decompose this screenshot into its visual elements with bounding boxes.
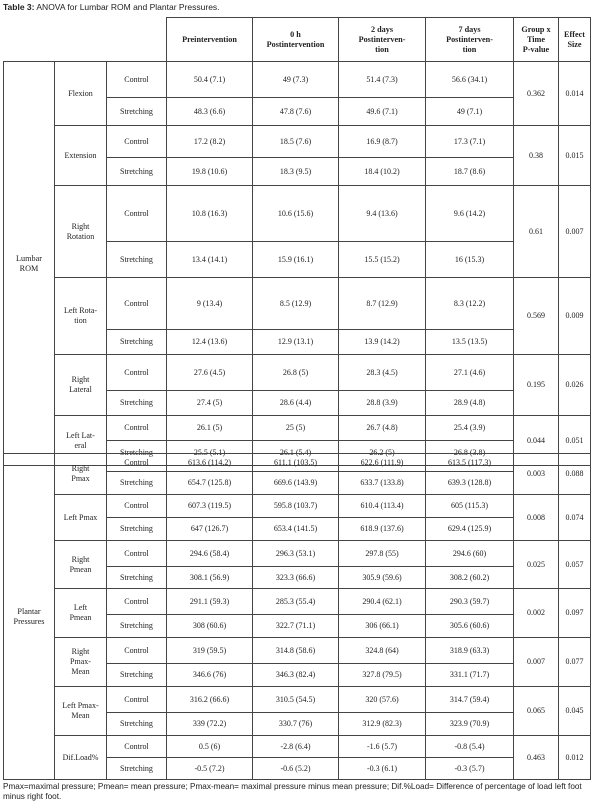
value-cell: 314.8 (58.6) — [253, 638, 339, 664]
table-row — [4, 736, 591, 758]
value-cell: 56.6 (34.1) — [426, 62, 514, 98]
value-cell: 26.8 (5) — [253, 355, 339, 391]
condition-label: Control — [107, 454, 167, 472]
p-value-cell: 0.008 — [514, 495, 559, 541]
header-row — [4, 18, 591, 62]
value-cell: 26.1 (5.4) — [253, 441, 339, 466]
value-cell: 319 (59.5) — [167, 638, 253, 664]
measure-label: Left Pmean — [55, 589, 107, 638]
value-cell: 327.8 (79.5) — [339, 664, 426, 687]
value-cell: 322.7 (71.1) — [253, 615, 339, 638]
effect-size-cell: 0.097 — [559, 589, 591, 638]
table-row — [4, 454, 591, 472]
value-cell: 49 (7.3) — [253, 62, 339, 98]
value-cell: 595.8 (103.7) — [253, 495, 339, 518]
caption-text: ANOVA for Lumbar ROM and Plantar Pressures. — [34, 2, 220, 12]
table-row — [4, 355, 591, 391]
value-cell: 48.3 (6.6) — [167, 98, 253, 126]
value-cell: 316.2 (66.6) — [167, 687, 253, 713]
value-cell: 13.9 (14.2) — [339, 330, 426, 355]
value-cell: 13.4 (14.1) — [167, 242, 253, 278]
value-cell: 306 (66.1) — [339, 615, 426, 638]
measure-label: Flexion — [55, 62, 107, 126]
p-value-cell: 0.025 — [514, 541, 559, 589]
measure-label: Extension — [55, 126, 107, 186]
value-cell: 16.9 (8.7) — [339, 126, 426, 158]
value-cell: 312.9 (82.3) — [339, 713, 426, 736]
value-cell: 605 (115.3) — [426, 495, 514, 518]
value-cell: -0.8 (5.4) — [426, 736, 514, 758]
value-cell: 12.4 (13.6) — [167, 330, 253, 355]
value-cell: 19.8 (10.6) — [167, 158, 253, 186]
value-cell: 13.5 (13.5) — [426, 330, 514, 355]
effect-size-cell: 0.051 — [559, 416, 591, 466]
condition-label: Control — [107, 687, 167, 713]
value-cell: 629.4 (125.9) — [426, 518, 514, 541]
value-cell: 18.7 (8.6) — [426, 158, 514, 186]
condition-label: Stretching — [107, 242, 167, 278]
value-cell: 611.1 (103.5) — [253, 454, 339, 472]
table-row — [4, 278, 591, 330]
value-cell: 610.4 (113.4) — [339, 495, 426, 518]
measure-label: Left Rota- tion — [55, 278, 107, 355]
header-pre: Preintervention — [167, 18, 253, 62]
value-cell: 49.6 (7.1) — [339, 98, 426, 126]
value-cell: 290.4 (62.1) — [339, 589, 426, 615]
condition-label: Control — [107, 126, 167, 158]
value-cell: 17.3 (7.1) — [426, 126, 514, 158]
condition-label: Stretching — [107, 472, 167, 495]
header-blank-cell — [4, 18, 167, 62]
condition-label: Stretching — [107, 98, 167, 126]
value-cell: 285.3 (55.4) — [253, 589, 339, 615]
effect-size-cell: 0.026 — [559, 355, 591, 416]
table-row — [4, 62, 591, 98]
value-cell: 308.1 (56.9) — [167, 567, 253, 589]
value-cell: 0.5 (6) — [167, 736, 253, 758]
effect-size-cell: 0.045 — [559, 687, 591, 736]
group-label: Lumbar ROM — [4, 62, 55, 466]
value-cell: 9.6 (14.2) — [426, 186, 514, 242]
value-cell: 47.8 (7.6) — [253, 98, 339, 126]
caption-label: Table 3: — [3, 2, 35, 12]
value-cell: 310.5 (54.5) — [253, 687, 339, 713]
condition-label: Stretching — [107, 330, 167, 355]
header-pval: Group x Time P-value — [514, 18, 559, 62]
value-cell: 25.5 (5.1) — [167, 441, 253, 466]
value-cell: 613.5 (117.3) — [426, 454, 514, 472]
value-cell: 28.9 (4.8) — [426, 391, 514, 416]
value-cell: 318.9 (63.3) — [426, 638, 514, 664]
value-cell: 294.6 (60) — [426, 541, 514, 567]
value-cell: 297.8 (55) — [339, 541, 426, 567]
value-cell: 607.3 (119.5) — [167, 495, 253, 518]
table-row — [4, 126, 591, 158]
effect-size-cell: 0.014 — [559, 62, 591, 126]
measure-label: Right Pmax — [55, 454, 107, 495]
p-value-cell: 0.61 — [514, 186, 559, 278]
lumbar-rom-table-body — [4, 18, 591, 466]
p-value-cell: 0.463 — [514, 736, 559, 780]
value-cell: 639.3 (128.8) — [426, 472, 514, 495]
condition-label: Stretching — [107, 518, 167, 541]
condition-label: Stretching — [107, 758, 167, 780]
measure-label: Right Pmax- Mean — [55, 638, 107, 687]
value-cell: 339 (72.2) — [167, 713, 253, 736]
measure-label: Left Lat- eral — [55, 416, 107, 466]
value-cell: 653.4 (141.5) — [253, 518, 339, 541]
value-cell: 330.7 (76) — [253, 713, 339, 736]
header-post7: 7 days Postinterven- tion — [426, 18, 514, 62]
value-cell: 654.7 (125.8) — [167, 472, 253, 495]
value-cell: 49 (7.1) — [426, 98, 514, 126]
condition-label: Control — [107, 638, 167, 664]
measure-label: Right Lateral — [55, 355, 107, 416]
effect-size-cell: 0.077 — [559, 638, 591, 687]
group-label: Plantar Pressures — [4, 454, 55, 780]
value-cell: -0.6 (5.2) — [253, 758, 339, 780]
condition-label: Stretching — [107, 664, 167, 687]
value-cell: -2.8 (6.4) — [253, 736, 339, 758]
value-cell: 8.3 (12.2) — [426, 278, 514, 330]
measure-label: Right Pmean — [55, 541, 107, 589]
table-row — [4, 638, 591, 664]
condition-label: Stretching — [107, 158, 167, 186]
value-cell: 27.1 (4.6) — [426, 355, 514, 391]
value-cell: 18.5 (7.6) — [253, 126, 339, 158]
value-cell: 9 (13.4) — [167, 278, 253, 330]
value-cell: 647 (126.7) — [167, 518, 253, 541]
value-cell: 28.6 (4.4) — [253, 391, 339, 416]
p-value-cell: 0.003 — [514, 454, 559, 495]
condition-label: Stretching — [107, 441, 167, 466]
value-cell: 28.8 (3.9) — [339, 391, 426, 416]
value-cell: 290.3 (59.7) — [426, 589, 514, 615]
table-row — [4, 541, 591, 567]
p-value-cell: 0.195 — [514, 355, 559, 416]
header-post2: 2 days Postinterven- tion — [339, 18, 426, 62]
measure-label: Left Pmax- Mean — [55, 687, 107, 736]
value-cell: 26.8 (3.8) — [426, 441, 514, 466]
value-cell: 10.8 (16.3) — [167, 186, 253, 242]
effect-size-cell: 0.009 — [559, 278, 591, 355]
value-cell: 320 (57.6) — [339, 687, 426, 713]
condition-label: Control — [107, 278, 167, 330]
value-cell: 331.1 (71.7) — [426, 664, 514, 687]
effect-size-cell: 0.012 — [559, 736, 591, 780]
p-value-cell: 0.065 — [514, 687, 559, 736]
value-cell: 8.5 (12.9) — [253, 278, 339, 330]
value-cell: 294.6 (58.4) — [167, 541, 253, 567]
table-row — [4, 416, 591, 441]
condition-label: Control — [107, 495, 167, 518]
value-cell: -1.6 (5.7) — [339, 736, 426, 758]
value-cell: 305.9 (59.6) — [339, 567, 426, 589]
value-cell: 323.3 (66.6) — [253, 567, 339, 589]
measure-label: Left Pmax — [55, 495, 107, 541]
table-caption — [3, 2, 220, 12]
value-cell: 618.9 (137.6) — [339, 518, 426, 541]
table-row — [4, 186, 591, 242]
header-post0: 0 h Postintervention — [253, 18, 339, 62]
p-value-cell: 0.044 — [514, 416, 559, 466]
effect-size-cell: 0.074 — [559, 495, 591, 541]
value-cell: 15.5 (15.2) — [339, 242, 426, 278]
measure-label: Dif.Load% — [55, 736, 107, 780]
value-cell: 27.6 (4.5) — [167, 355, 253, 391]
value-cell: 346.3 (82.4) — [253, 664, 339, 687]
table-row — [4, 495, 591, 518]
value-cell: 8.7 (12.9) — [339, 278, 426, 330]
value-cell: 25 (5) — [253, 416, 339, 441]
value-cell: 9.4 (13.6) — [339, 186, 426, 242]
condition-label: Stretching — [107, 713, 167, 736]
condition-label: Control — [107, 589, 167, 615]
p-value-cell: 0.569 — [514, 278, 559, 355]
value-cell: 26.1 (5) — [167, 416, 253, 441]
value-cell: 613.6 (114.2) — [167, 454, 253, 472]
value-cell: 18.4 (10.2) — [339, 158, 426, 186]
value-cell: 622.6 (111.9) — [339, 454, 426, 472]
condition-label: Control — [107, 355, 167, 391]
p-value-cell: 0.002 — [514, 589, 559, 638]
value-cell: 669.6 (143.9) — [253, 472, 339, 495]
value-cell: 17.2 (8.2) — [167, 126, 253, 158]
value-cell: 346.6 (76) — [167, 664, 253, 687]
condition-label: Control — [107, 736, 167, 758]
table-footnote: Pmax=maximal pressure; Pmean= mean pressure; Pmax-mean= maximal pressure minus mean pressure; Dif.%Load= Difference of percentage of load left foot minus right foot. — [3, 782, 582, 801]
value-cell: 15.9 (16.1) — [253, 242, 339, 278]
value-cell: 16 (15.3) — [426, 242, 514, 278]
value-cell: 10.6 (15.6) — [253, 186, 339, 242]
header-effect: Effect Size — [559, 18, 591, 62]
value-cell: 26.2 (5) — [339, 441, 426, 466]
value-cell: 28.3 (4.5) — [339, 355, 426, 391]
p-value-cell: 0.362 — [514, 62, 559, 126]
table-row — [4, 589, 591, 615]
value-cell: 291.1 (59.3) — [167, 589, 253, 615]
effect-size-cell: 0.088 — [559, 454, 591, 495]
p-value-cell: 0.007 — [514, 638, 559, 687]
condition-label: Stretching — [107, 615, 167, 638]
value-cell: 308 (60.6) — [167, 615, 253, 638]
p-value-cell: 0.38 — [514, 126, 559, 186]
value-cell: 27.4 (5) — [167, 391, 253, 416]
value-cell: 308.2 (60.2) — [426, 567, 514, 589]
value-cell: 296.3 (53.1) — [253, 541, 339, 567]
value-cell: 324.8 (64) — [339, 638, 426, 664]
value-cell: -0.5 (7.2) — [167, 758, 253, 780]
value-cell: -0.3 (5.7) — [426, 758, 514, 780]
measure-label: Right Rotation — [55, 186, 107, 278]
table-row — [4, 687, 591, 713]
condition-label: Control — [107, 62, 167, 98]
value-cell: 51.4 (7.3) — [339, 62, 426, 98]
lumbar-rom-table — [3, 17, 591, 466]
value-cell: 12.9 (13.1) — [253, 330, 339, 355]
effect-size-cell: 0.015 — [559, 126, 591, 186]
condition-label: Stretching — [107, 567, 167, 589]
value-cell: 25.4 (3.9) — [426, 416, 514, 441]
condition-label: Stretching — [107, 391, 167, 416]
condition-label: Control — [107, 416, 167, 441]
value-cell: -0.3 (6.1) — [339, 758, 426, 780]
value-cell: 305.6 (60.6) — [426, 615, 514, 638]
condition-label: Control — [107, 541, 167, 567]
value-cell: 633.7 (133.8) — [339, 472, 426, 495]
plantar-pressures-table — [3, 453, 591, 780]
plantar-pressures-table-body — [4, 454, 591, 780]
value-cell: 50.4 (7.1) — [167, 62, 253, 98]
effect-size-cell: 0.057 — [559, 541, 591, 589]
effect-size-cell: 0.007 — [559, 186, 591, 278]
value-cell: 18.3 (9.5) — [253, 158, 339, 186]
condition-label: Control — [107, 186, 167, 242]
value-cell: 323.9 (70.9) — [426, 713, 514, 736]
value-cell: 314.7 (59.4) — [426, 687, 514, 713]
value-cell: 26.7 (4.8) — [339, 416, 426, 441]
